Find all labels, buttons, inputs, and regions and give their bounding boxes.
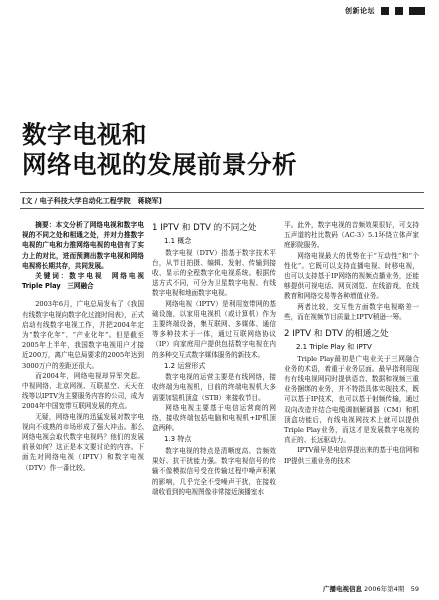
paragraph: 网络电视最大的优势在于“互动性”和“个性化”。它既可以支持直播电视、时移电视，也可以支持基于IP网络的视频点播业务，还能够提供可视电话、网页浏览、在线游戏，在线教育和网络交易等各种增值业务。 bbox=[284, 251, 419, 301]
paragraph: 而2004年，网络电视却异军突起。中视网络、北京网视、互联星空、天天在线等以IPTV为主要服务内容的公司，成为2004年中国宽带互联网发展的亮点。 bbox=[22, 371, 144, 411]
paragraph: 无疑，网络电视的迅猛发展对数字电视向不成熟的市场形成了强大冲击。那么网络电视会取代数字电视吗？他们的发展前景如何？这正是本文要讨论的内容。下面先对网络电视（IPTV）和数字电视（DTV）作一番比较。 bbox=[22, 412, 144, 472]
column-2 bbox=[152, 220, 276, 497]
keywords: 关键词：数字电视 网络电视 Triple Play 三网融合 bbox=[22, 272, 151, 291]
paragraph: 数字电视的运营主要是有线网络，接收终端为电视机，目前的终端电视机大多需要加装机顶盒（STB）来接收节目。 bbox=[152, 373, 276, 402]
section-header bbox=[345, 6, 425, 16]
column-3 bbox=[284, 220, 419, 466]
header-square-icon bbox=[395, 7, 403, 15]
abstract: 摘要：本文分析了网络电视和数字电视的不同之处和相通之处，并对力推数字电视的广电和力推网络电视的电信有了实力上的对比，进而预测出数字电视和网络电视将长期共存，共同发展。 bbox=[22, 221, 144, 270]
subsection-heading: 2.1 Triple Play 和 IPTV bbox=[296, 343, 372, 352]
page-footer bbox=[323, 584, 419, 593]
title-line-2: 网络电视的发展前景分析 bbox=[22, 150, 297, 179]
article-title bbox=[22, 120, 297, 180]
subsection-heading: 1.1 概念 bbox=[164, 237, 192, 245]
title-line-1: 数字电视和 bbox=[22, 120, 147, 149]
header-square-icon bbox=[381, 7, 389, 15]
column-1 bbox=[22, 220, 151, 473]
subsection-heading: 1.3 特点 bbox=[164, 435, 192, 444]
paragraph: 网络电视主要基于电信运营商的网络，接收终端包括电脑和电视机+IP机顶盒两种。 bbox=[152, 403, 276, 433]
header-bar-icon bbox=[409, 7, 425, 15]
issue-page: 2006年第4期 59 bbox=[364, 585, 419, 593]
paragraph: 网络电视（IPTV）是利用宽带网的基础设施，以家用电视机（或计算机）作为主要终端设备，集互联网、多媒体、通信等多种技术于一体，通过互联网络协议（IP）向家庭用户提供包括数字电视在内的多种交互式数字媒体服务的新技术。 bbox=[152, 299, 276, 359]
paragraph: 数字电视的特点是清晰度高、音频效果好、抗干扰能力强。数字电视信号的传输不像模拟信号受在传输过程中噪声积累的影响，几乎完全不受噪声干扰，在接收端收看到的电视图像非常接近演播室水 bbox=[152, 446, 276, 496]
paragraph: 2003年6月，广电总局发布了《我国有线数字电视向数字化过渡时间表》，正式启动有线数字电视工作，并把2004年定为“数字化年”、“产业化年”。但是截至2005年上半年，我国数字电视用户才接近200万，离广电总局要求的2005年达到3000万户的差距还很大。 bbox=[22, 300, 144, 370]
magazine-name: 广播电视信息 bbox=[322, 585, 362, 593]
section-label: 创新论坛 bbox=[345, 7, 375, 15]
author-line: [文 / 电子科技大学自动化工程学院 蒋晓军] bbox=[22, 197, 162, 205]
paragraph: 两者比较，交互性方面数字电视略差一些，而在视频节目质量上IPTV稍逊一筹。 bbox=[284, 302, 419, 321]
divider bbox=[20, 208, 424, 209]
paragraph: IPTV最早是电信界提出来的基于电信网和IP提供三重业务的技术 bbox=[284, 446, 419, 465]
paragraph: 平。此外，数字电视的音频效果很好，可支持五声道的杜比数码（AC-3）5.1环绕立体声家庭影院服务。 bbox=[284, 221, 419, 250]
subsection-heading: 1.2 运营形式 bbox=[164, 361, 206, 370]
divider bbox=[20, 192, 424, 193]
paragraph: Triple Play最初是广电业关于三网融合业务的术语，着重于业务层面。最早指利用现有有线电视网同时提供语音、数据和视频三重业务捆绑的业务，并不特指具体实现技术，既可以基于IP技术，也可以基于射频传输，通过双向改造并结合电缆调制解调器（CM）和机顶盒功能后，有线电视网技术上就可以提供Triple Play业务，而这才是发展数字电视的真正的、长远驱动力。 bbox=[284, 354, 419, 445]
section-heading: 1 IPTV 和 DTV 的不同之处 bbox=[152, 223, 257, 233]
paragraph: 数字电视（DTV）指基于数字技术平台，从节目拍摄、编辑、发射、传输到接收、显示的全程数字化电视系统。根据传送方式不同，可分为卫星数字电视、有线数字电视和地面数字电视。 bbox=[152, 248, 276, 298]
section-heading: 2 IPTV 和 DTV 的相通之处 bbox=[284, 329, 389, 340]
